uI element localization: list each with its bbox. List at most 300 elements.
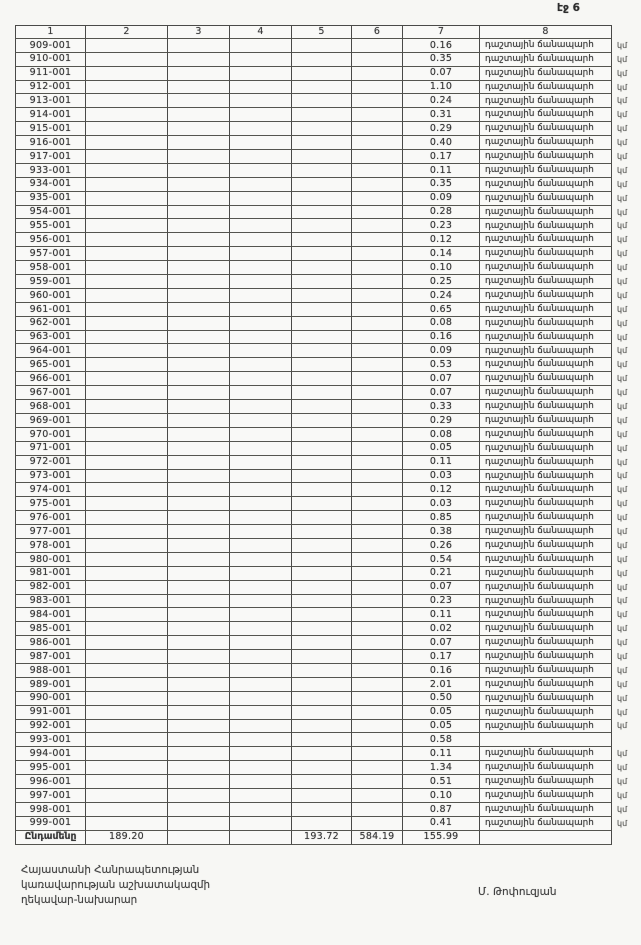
row-col4-empty: [230, 595, 292, 609]
row-col4-empty: [230, 400, 292, 414]
row-col5-empty: [292, 81, 352, 95]
row-col3-empty: [168, 428, 230, 442]
row-unit-note: կմ: [617, 638, 628, 648]
row-col5-empty: [292, 400, 352, 414]
row-length-value: 0.24: [403, 289, 480, 303]
row-col3-empty: [168, 539, 230, 553]
row-unit-note: կմ: [617, 318, 628, 328]
row-col6-empty: [352, 386, 403, 400]
row-col5-empty: [292, 303, 352, 317]
row-length-value: 0.29: [403, 122, 480, 136]
row-col2-empty: [86, 400, 168, 414]
row-col6-empty: [352, 192, 403, 206]
row-length-value: 0.50: [403, 692, 480, 706]
row-col2-empty: [86, 650, 168, 664]
row-col3-empty: [168, 108, 230, 122]
row-length-value: 0.35: [403, 53, 480, 67]
row-col2-empty: [86, 317, 168, 331]
column-header-7: 7: [403, 25, 480, 39]
row-col3-empty: [168, 622, 230, 636]
row-col4-empty: [230, 803, 292, 817]
row-road-type: դաշտային ճանապարհ: [480, 206, 612, 220]
row-col4-empty: [230, 497, 292, 511]
row-unit-note: կմ: [617, 193, 628, 203]
row-col3-empty: [168, 94, 230, 108]
row-code: 975-001: [15, 497, 86, 511]
row-col4-empty: [230, 622, 292, 636]
row-col3-empty: [168, 497, 230, 511]
row-code: 987-001: [15, 650, 86, 664]
row-unit-note: կմ: [617, 290, 628, 300]
row-col3-empty: [168, 150, 230, 164]
row-col3-empty: [168, 803, 230, 817]
row-col5-empty: [292, 733, 352, 747]
row-col3-empty: [168, 442, 230, 456]
row-col5-empty: [292, 817, 352, 831]
row-length-value: 0.16: [403, 331, 480, 345]
row-unit-note: կմ: [617, 527, 628, 536]
row-unit-note: կմ: [617, 68, 628, 78]
row-col3-empty: [168, 122, 230, 136]
row-road-type: դաշտային ճանապարհ: [480, 122, 612, 136]
row-road-type: [480, 733, 612, 747]
row-length-value: 0.07: [403, 386, 480, 400]
row-unit-note: կմ: [617, 790, 628, 800]
row-col5-empty: [292, 483, 352, 497]
row-col6-empty: [352, 275, 403, 289]
row-length-value: 0.40: [403, 136, 480, 150]
row-col4-empty: [230, 692, 292, 706]
row-col5-empty: [292, 720, 352, 734]
row-col5-empty: [292, 247, 352, 261]
row-road-type: դաշտային ճանապարհ: [480, 289, 612, 303]
row-length-value: 0.16: [403, 664, 480, 678]
row-col6-empty: [352, 247, 403, 261]
row-code: 994-001: [15, 747, 86, 761]
row-col5-empty: [292, 219, 352, 233]
row-col2-empty: [86, 275, 168, 289]
row-road-type: դաշտային ճանապարհ: [480, 595, 612, 609]
row-col4-empty: [230, 289, 292, 303]
row-col3-empty: [168, 733, 230, 747]
row-unit-note: կմ: [617, 568, 628, 578]
row-road-type: դաշտային ճանապարհ: [480, 178, 612, 192]
row-road-type: դաշտային ճանապարհ: [480, 803, 612, 817]
row-length-value: 0.02: [403, 622, 480, 636]
row-length-value: 0.05: [403, 442, 480, 456]
row-length-value: 0.14: [403, 247, 480, 261]
row-col5-empty: [292, 192, 352, 206]
row-col3-empty: [168, 692, 230, 706]
row-col2-empty: [86, 233, 168, 247]
row-col3-empty: [168, 595, 230, 609]
row-col4-empty: [230, 331, 292, 345]
row-length-value: 0.10: [403, 261, 480, 275]
row-col2-empty: [86, 733, 168, 747]
row-code: 968-001: [15, 400, 86, 414]
row-col2-empty: [86, 289, 168, 303]
row-road-type: դաշտային ճանապարհ: [480, 817, 612, 831]
row-unit-note: կմ: [617, 374, 628, 384]
row-col6-empty: [352, 483, 403, 497]
row-road-type: դաշտային ճանապարհ: [480, 692, 612, 706]
row-unit-note: կմ: [617, 332, 628, 342]
row-col2-empty: [86, 136, 168, 150]
row-col6-empty: [352, 720, 403, 734]
row-col2-empty: [86, 122, 168, 136]
row-unit-note: կմ: [617, 207, 628, 217]
row-col5-empty: [292, 678, 352, 692]
row-road-type: դաշտային ճանապարհ: [480, 358, 612, 372]
row-unit-note: կմ: [617, 415, 628, 425]
row-col3-empty: [168, 275, 230, 289]
row-road-type: դաշտային ճանապարհ: [480, 525, 612, 539]
row-col6-empty: [352, 775, 403, 789]
row-col3-empty: [168, 358, 230, 372]
row-col2-empty: [86, 720, 168, 734]
row-col5-empty: [292, 178, 352, 192]
row-col4-empty: [230, 67, 292, 81]
row-road-type: դաշտային ճանապարհ: [480, 192, 612, 206]
row-road-type: դաշտային ճանապարհ: [480, 775, 612, 789]
row-col6-empty: [352, 303, 403, 317]
row-col5-empty: [292, 372, 352, 386]
row-col3-empty: [168, 525, 230, 539]
row-col5-empty: [292, 317, 352, 331]
row-code: 997-001: [15, 789, 86, 803]
row-road-type: դաշտային ճանապարհ: [480, 261, 612, 275]
row-col3-empty: [168, 608, 230, 622]
row-length-value: 2.01: [403, 678, 480, 692]
row-road-type: դաշտային ճանապարհ: [480, 664, 612, 678]
row-col2-empty: [86, 39, 168, 53]
row-length-value: 0.11: [403, 456, 480, 470]
row-col4-empty: [230, 678, 292, 692]
row-col3-empty: [168, 219, 230, 233]
row-road-type: դաշտային ճանապարհ: [480, 372, 612, 386]
row-road-type: դաշտային ճանապարհ: [480, 67, 612, 81]
row-code: 917-001: [15, 150, 86, 164]
row-col2-empty: [86, 247, 168, 261]
row-code: 963-001: [15, 331, 86, 345]
row-col3-empty: [168, 247, 230, 261]
row-code: 959-001: [15, 275, 86, 289]
row-col2-empty: [86, 483, 168, 497]
row-unit-note: կմ: [617, 110, 628, 120]
row-road-type: դաշտային ճանապարհ: [480, 164, 612, 178]
row-col2-empty: [86, 108, 168, 122]
row-code: 973-001: [15, 470, 86, 484]
row-col5-empty: [292, 622, 352, 636]
row-col6-empty: [352, 150, 403, 164]
row-col3-empty: [168, 81, 230, 95]
row-code: 913-001: [15, 94, 86, 108]
row-code: 995-001: [15, 761, 86, 775]
row-code: 976-001: [15, 511, 86, 525]
row-col3-empty: [168, 303, 230, 317]
row-road-type: դաշտային ճանապարհ: [480, 428, 612, 442]
row-road-type: դաշտային ճանապարհ: [480, 497, 612, 511]
row-col3-empty: [168, 192, 230, 206]
row-col3-empty: [168, 414, 230, 428]
row-col4-empty: [230, 39, 292, 53]
row-length-value: 0.21: [403, 567, 480, 581]
row-col3-empty: [168, 164, 230, 178]
row-code: 916-001: [15, 136, 86, 150]
row-col5-empty: [292, 261, 352, 275]
row-col2-empty: [86, 525, 168, 539]
row-col6-empty: [352, 817, 403, 831]
row-code: 978-001: [15, 539, 86, 553]
row-col4-empty: [230, 178, 292, 192]
row-col2-empty: [86, 386, 168, 400]
row-code: 981-001: [15, 567, 86, 581]
row-col2-empty: [86, 678, 168, 692]
row-col6-empty: [352, 164, 403, 178]
row-length-value: 0.11: [403, 608, 480, 622]
row-code: 969-001: [15, 414, 86, 428]
row-col6-empty: [352, 178, 403, 192]
row-col3-empty: [168, 53, 230, 67]
row-col2-empty: [86, 539, 168, 553]
row-col5-empty: [292, 53, 352, 67]
row-col4-empty: [230, 470, 292, 484]
row-unit-note: կմ: [617, 165, 628, 175]
row-length-value: 0.23: [403, 595, 480, 609]
row-road-type: դաշտային ճանապարհ: [480, 344, 612, 358]
row-length-value: 0.17: [403, 650, 480, 664]
row-road-type: դաշտային ճանապարհ: [480, 636, 612, 650]
row-unit-note: կմ: [617, 693, 628, 703]
row-col3-empty: [168, 720, 230, 734]
row-col5-empty: [292, 442, 352, 456]
row-col3-empty: [168, 511, 230, 525]
row-col6-empty: [352, 789, 403, 803]
row-code: 988-001: [15, 664, 86, 678]
row-col3-empty: [168, 650, 230, 664]
total-margin-spacer: [612, 831, 640, 845]
row-unit-note: կմ: [617, 179, 628, 189]
row-length-value: 0.29: [403, 414, 480, 428]
row-col4-empty: [230, 761, 292, 775]
row-code: 992-001: [15, 720, 86, 734]
row-col2-empty: [86, 706, 168, 720]
row-unit-note: կմ: [617, 124, 628, 134]
row-length-value: 0.03: [403, 497, 480, 511]
row-col5-empty: [292, 94, 352, 108]
row-length-value: 0.51: [403, 775, 480, 789]
row-col3-empty: [168, 39, 230, 53]
total-col6-value: 584.19: [352, 831, 403, 845]
row-col4-empty: [230, 650, 292, 664]
row-road-type: դաշտային ճանապարհ: [480, 553, 612, 567]
row-col6-empty: [352, 261, 403, 275]
column-header-2: 2: [86, 25, 168, 39]
row-col6-empty: [352, 94, 403, 108]
row-col5-empty: [292, 553, 352, 567]
row-length-value: 0.12: [403, 233, 480, 247]
row-col2-empty: [86, 470, 168, 484]
row-length-value: 0.35: [403, 178, 480, 192]
row-unit-note: կմ: [617, 388, 628, 398]
row-code: 956-001: [15, 233, 86, 247]
row-length-value: 0.58: [403, 733, 480, 747]
row-col6-empty: [352, 470, 403, 484]
row-col6-empty: [352, 678, 403, 692]
row-col6-empty: [352, 233, 403, 247]
row-road-type: դաշտային ճանապարհ: [480, 150, 612, 164]
row-road-type: դաշտային ճանապարհ: [480, 622, 612, 636]
row-code: 914-001: [15, 108, 86, 122]
row-unit-note: կմ: [617, 96, 628, 106]
roads-table: [15, 25, 640, 845]
row-col5-empty: [292, 664, 352, 678]
row-col3-empty: [168, 136, 230, 150]
row-col3-empty: [168, 372, 230, 386]
row-col4-empty: [230, 636, 292, 650]
row-road-type: դաշտային ճանապարհ: [480, 233, 612, 247]
row-col6-empty: [352, 219, 403, 233]
row-col6-empty: [352, 67, 403, 81]
row-road-type: դաշտային ճանապարհ: [480, 400, 612, 414]
row-col6-empty: [352, 525, 403, 539]
row-code: 977-001: [15, 525, 86, 539]
row-code: 911-001: [15, 67, 86, 81]
row-col2-empty: [86, 372, 168, 386]
row-length-value: 0.09: [403, 344, 480, 358]
row-unit-note: կմ: [617, 763, 628, 773]
row-col4-empty: [230, 275, 292, 289]
row-length-value: 0.28: [403, 206, 480, 220]
row-code: 957-001: [15, 247, 86, 261]
row-col4-empty: [230, 581, 292, 595]
row-col4-empty: [230, 664, 292, 678]
row-road-type: դաշտային ճանապարհ: [480, 511, 612, 525]
row-road-type: դաշտային ճանապարհ: [480, 39, 612, 53]
row-col4-empty: [230, 553, 292, 567]
row-col6-empty: [352, 706, 403, 720]
row-col2-empty: [86, 775, 168, 789]
row-unit-note: կմ: [617, 610, 628, 620]
row-length-value: 0.07: [403, 372, 480, 386]
row-road-type: դաշտային ճանապարհ: [480, 94, 612, 108]
row-col2-empty: [86, 358, 168, 372]
row-col2-empty: [86, 303, 168, 317]
row-col4-empty: [230, 150, 292, 164]
row-col2-empty: [86, 219, 168, 233]
row-col2-empty: [86, 761, 168, 775]
row-col3-empty: [168, 317, 230, 331]
total-col4-empty: [230, 831, 292, 845]
row-col2-empty: [86, 747, 168, 761]
row-unit-note: կմ: [617, 82, 628, 92]
header-margin-spacer: [612, 25, 640, 39]
row-col4-empty: [230, 789, 292, 803]
row-col5-empty: [292, 470, 352, 484]
row-unit-note: կմ: [617, 401, 628, 411]
row-col5-empty: [292, 428, 352, 442]
row-length-value: 1.10: [403, 81, 480, 95]
row-col5-empty: [292, 511, 352, 525]
row-length-value: 0.05: [403, 706, 480, 720]
row-col6-empty: [352, 595, 403, 609]
row-col6-empty: [352, 761, 403, 775]
row-col2-empty: [86, 636, 168, 650]
row-col3-empty: [168, 386, 230, 400]
row-road-type: դաշտային ճանապարհ: [480, 650, 612, 664]
row-col3-empty: [168, 331, 230, 345]
row-col6-empty: [352, 650, 403, 664]
row-code: 974-001: [15, 483, 86, 497]
row-col4-empty: [230, 428, 292, 442]
row-col4-empty: [230, 136, 292, 150]
row-length-value: 0.38: [403, 525, 480, 539]
row-unit-note: կմ: [617, 665, 628, 675]
row-col5-empty: [292, 164, 352, 178]
row-col2-empty: [86, 67, 168, 81]
row-road-type: դաշտային ճանապարհ: [480, 108, 612, 122]
row-col5-empty: [292, 233, 352, 247]
row-col4-empty: [230, 539, 292, 553]
row-col4-empty: [230, 164, 292, 178]
row-length-value: 0.24: [403, 94, 480, 108]
row-code: 933-001: [15, 164, 86, 178]
row-col2-empty: [86, 331, 168, 345]
row-col6-empty: [352, 400, 403, 414]
row-col4-empty: [230, 122, 292, 136]
total-col2-value: 189.20: [86, 831, 168, 845]
row-code: 996-001: [15, 775, 86, 789]
row-col5-empty: [292, 761, 352, 775]
row-col5-empty: [292, 539, 352, 553]
column-header-6: 6: [352, 25, 403, 39]
row-road-type: դաշտային ճանապարհ: [480, 303, 612, 317]
row-length-value: 1.34: [403, 761, 480, 775]
row-unit-note: կմ: [617, 707, 628, 717]
row-length-value: 0.26: [403, 539, 480, 553]
row-col2-empty: [86, 81, 168, 95]
total-col7-value: 155.99: [403, 831, 480, 845]
row-col6-empty: [352, 553, 403, 567]
row-col4-empty: [230, 303, 292, 317]
row-col4-empty: [230, 372, 292, 386]
row-unit-note: կմ: [617, 485, 628, 495]
row-col4-empty: [230, 525, 292, 539]
column-header-3: 3: [168, 25, 230, 39]
row-unit-note: կմ: [617, 276, 628, 286]
row-col5-empty: [292, 497, 352, 511]
row-code: 912-001: [15, 81, 86, 95]
row-col6-empty: [352, 358, 403, 372]
row-col6-empty: [352, 664, 403, 678]
row-col3-empty: [168, 233, 230, 247]
row-road-type: դաշտային ճանապարհ: [480, 581, 612, 595]
row-unit-note: կմ: [617, 429, 628, 439]
row-col4-empty: [230, 720, 292, 734]
row-length-value: 0.16: [403, 39, 480, 53]
row-col2-empty: [86, 817, 168, 831]
row-col2-empty: [86, 164, 168, 178]
row-col5-empty: [292, 122, 352, 136]
row-road-type: դաշտային ճանապարհ: [480, 275, 612, 289]
row-col6-empty: [352, 803, 403, 817]
row-col6-empty: [352, 733, 403, 747]
row-code: 961-001: [15, 303, 86, 317]
row-col4-empty: [230, 94, 292, 108]
row-road-type: դաշտային ճանապարհ: [480, 442, 612, 456]
row-col4-empty: [230, 81, 292, 95]
row-col5-empty: [292, 206, 352, 220]
